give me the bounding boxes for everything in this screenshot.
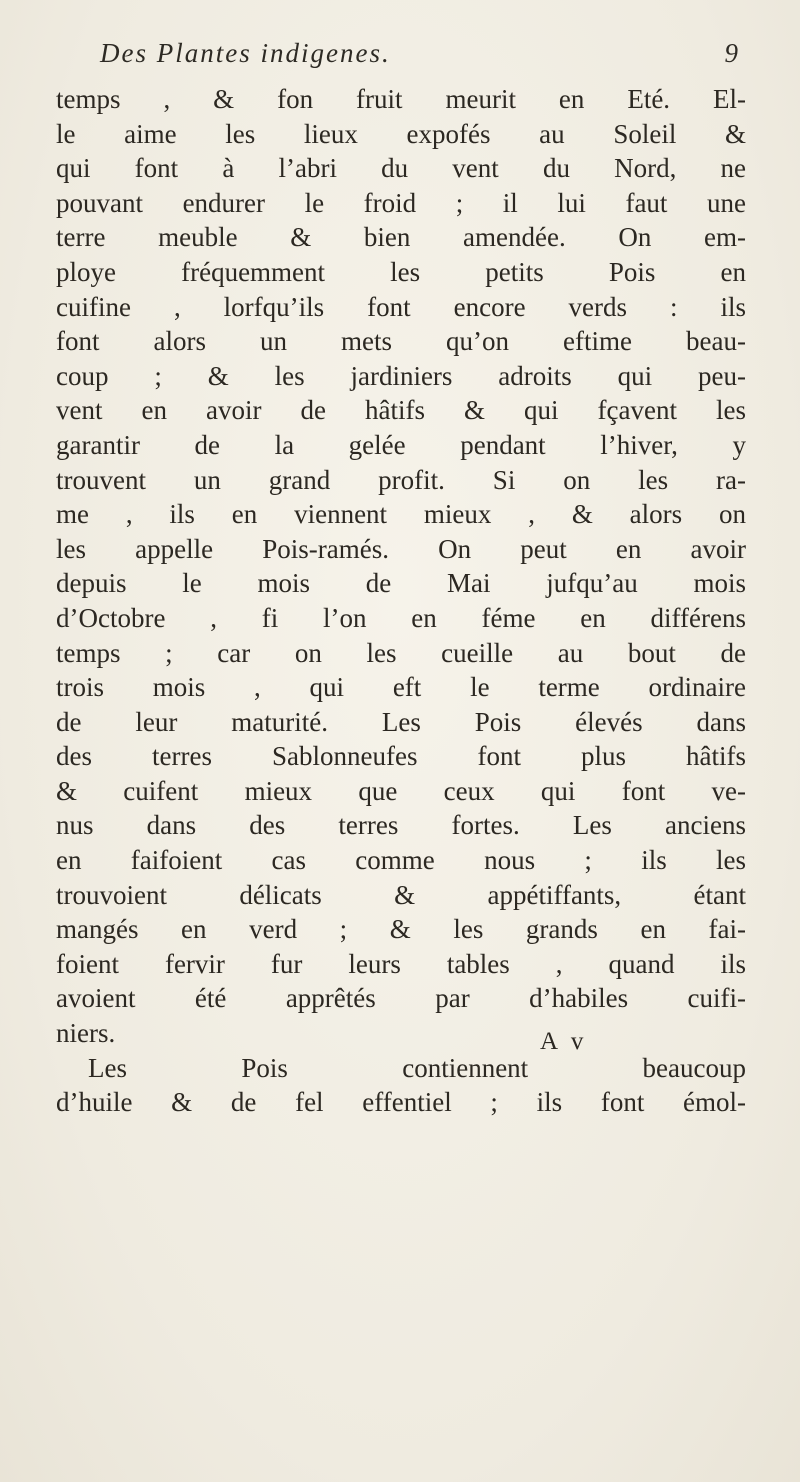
text-line: temps , & fon fruit meurit en Eté. El- <box>56 84 746 114</box>
body-text <box>56 82 746 1120</box>
text-line: trouvoient délicats & appétiffants, étant <box>56 879 746 910</box>
text-line: me , ils en viennent mieux , & alors on <box>56 499 746 530</box>
page-number: 9 <box>724 38 740 68</box>
text-line: font alors un mets qu’on eftime beau- <box>56 326 746 357</box>
running-head <box>100 38 740 69</box>
text-line: & cuifent mieux que ceux qui font ve- <box>56 775 746 806</box>
text-line: nus dans des terres fortes. Les anciens <box>56 810 746 841</box>
text-line: Les Pois contiennent beaucoup <box>88 1052 746 1083</box>
text-line: de leur maturité. Les Pois élevés dans <box>56 706 746 737</box>
text-line: trouvent un grand profit. Si on les ra- <box>56 464 746 495</box>
text-line: depuis le mois de Mai jufqu’au mois <box>56 568 746 599</box>
text-line: avoient été apprêtés par d’habiles cuifi- <box>56 983 746 1014</box>
text-line: des terres Sablonneufes font plus hâtifs <box>56 741 746 772</box>
text-line: le aime les lieux expofés au Soleil & <box>56 118 746 149</box>
text-line: d’huile & de fel effentiel ; ils font émol- <box>56 1087 746 1118</box>
text-line: cuifine , lorfqu’ils font encore verds : ils <box>56 291 746 322</box>
running-head-title: Des Plantes indigenes. <box>100 38 391 68</box>
text-line: pouvant endurer le froid ; il lui faut une <box>56 187 746 218</box>
text-line: ploye fréquemment les petits Pois en <box>56 256 746 287</box>
text-line: qui font à l’abri du vent du Nord, ne <box>56 153 746 184</box>
text-line: coup ; & les jardiniers adroits qui peu- <box>56 360 746 391</box>
text-line: niers. <box>56 1018 116 1049</box>
signature-mark: A v <box>540 1028 588 1055</box>
text-line: d’Octobre , fi l’on en féme en différens <box>56 602 746 633</box>
text-line: temps ; car on les cueille au bout de <box>56 637 746 668</box>
text-line: garantir de la gelée pendant l’hiver, y <box>56 429 746 460</box>
text-line: foient fervir fur leurs tables , quand ils <box>56 948 746 979</box>
text-line: en faifoient cas comme nous ; ils les <box>56 845 746 876</box>
text-line: les appelle Pois-ramés. On peut en avoir <box>56 533 746 564</box>
text-line: terre meuble & bien amendée. On em- <box>56 222 746 253</box>
text-line: trois mois , qui eft le terme ordinaire <box>56 672 746 703</box>
text-line: mangés en verd ; & les grands en fai- <box>56 914 746 945</box>
text-line: vent en avoir de hâtifs & qui fçavent les <box>56 395 746 426</box>
